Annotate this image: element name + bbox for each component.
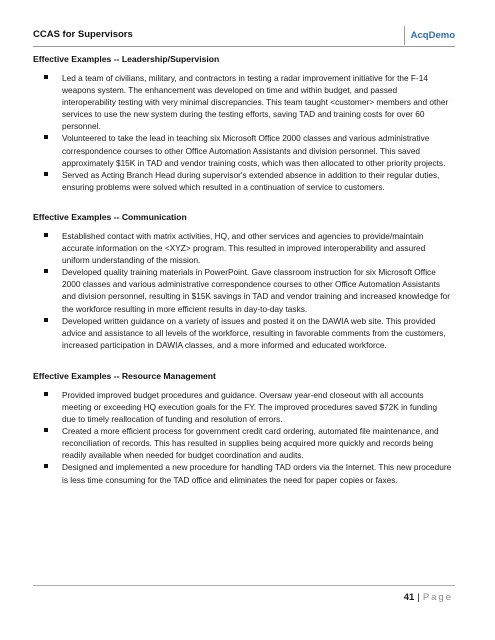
bullet-icon <box>44 464 48 468</box>
bullet-icon <box>44 318 48 322</box>
page-content <box>33 54 453 506</box>
document-title: CCAS for Supervisors <box>33 29 133 40</box>
list-item <box>62 230 453 266</box>
list-item-text: Served as Acting Branch Head during supervisor's extended absence in addition to their regular duties, ensuring problems were solved which resulted in a continuation of service to customers. <box>62 169 440 192</box>
footer-divider <box>33 585 455 586</box>
bullet-icon <box>44 172 48 176</box>
list-item <box>62 315 453 351</box>
section-leadership <box>33 54 453 193</box>
list-item-text: Led a team of civilians, military, and contractors in testing a radar improvement initiative for the F-14 weapons system. The enhancement was developed on time and within budget, and passed interoperability testing with very minimal discrepancies. This team taught <customer> members and other services to use the new system during the testing efforts, saving TAD and training costs for over 60 personnel. <box>62 73 449 132</box>
list-item <box>62 425 453 461</box>
section-heading: Effective Examples -- Leadership/Supervision <box>33 54 220 64</box>
bullet-list <box>33 72 453 193</box>
list-item <box>62 72 453 132</box>
section-heading: Effective Examples -- Resource Management <box>33 370 216 381</box>
list-item <box>62 461 453 485</box>
bullet-icon <box>44 233 48 237</box>
section-heading: Effective Examples -- Communication <box>33 211 187 222</box>
list-item-text: Volunteered to take the lead in teaching six Microsoft Office 2000 classes and various administrative correspondence courses to other Office Automation Assistants and division personnel. This saved approximately $15K in TAD and vendor training costs, which was then allocated to other priority projects. <box>62 133 446 168</box>
list-item <box>62 389 453 425</box>
bullet-list <box>33 230 453 351</box>
page-number-value: 41 <box>403 592 415 603</box>
list-item <box>62 169 453 193</box>
list-item-text: Established contact with matrix activities, HQ, and other services and agencies to provide/maintain accurate information on the <XYZ> program. This resulted in improved interoperability and assured uniform understanding of the mission. <box>62 230 426 266</box>
list-item-text: Provided improved budget procedures and guidance. Oversaw year-end closeout with all accounts meeting or exceeding HQ execution goals for the FY. The improved procedures saved $72K in funding due to timely reallocation of funding and resolution of errors. <box>62 389 438 425</box>
page-word: Page <box>422 592 453 603</box>
page-separator: | <box>417 592 420 603</box>
bullet-icon <box>44 75 48 79</box>
bullet-icon <box>44 392 48 396</box>
bullet-icon <box>44 428 48 432</box>
list-item-text: Created a more efficient process for government credit card ordering, automated file maintenance, and reconciliation of records. This has resulted in supplies being acquired more quickly and records being readily available when needed for budget coordination and audits. <box>62 426 439 461</box>
list-item <box>62 266 453 314</box>
bullet-icon <box>44 135 48 139</box>
list-item <box>62 132 453 168</box>
program-name: AcqDemo <box>404 26 455 45</box>
list-item-text: Developed written guidance on a variety of issues and posted it on the DAWIA web site. This provided advice and assistance to all levels of the workforce, resulting in favorable comments from the customers, increased participation in DAWIA classes, and a more informed and educated workforce. <box>62 315 446 350</box>
list-item-text: Designed and implemented a new procedure for handling TAD orders via the Internet. This new procedure is less time consuming for the TAD office and eliminates the need for paper copies or faxes. <box>62 462 452 485</box>
bullet-list <box>33 389 453 486</box>
list-item-text: Developed quality training materials in PowerPoint. Gave classroom instruction for six Microsoft Office 2000 classes and various administrative correspondence courses to other Office Automation Assistants and division personnel, resulting in $15K savings in TAD and vendor training and increased knowledge for the workforce resulting in more efficient results in day-to-day tasks. <box>62 267 451 314</box>
page-number <box>404 592 453 603</box>
section-resource-management <box>33 371 453 486</box>
section-communication <box>33 212 453 351</box>
page-header <box>33 26 455 47</box>
bullet-icon <box>44 269 48 273</box>
